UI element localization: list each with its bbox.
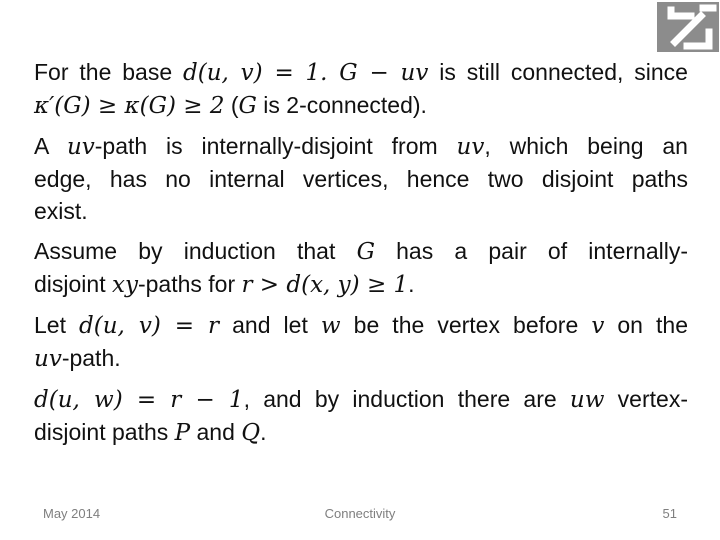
math-expression: P	[174, 420, 191, 446]
text-segment: and	[190, 419, 242, 445]
paragraph	[34, 56, 688, 122]
math-expression: G	[238, 93, 257, 119]
text-segment: -path.	[61, 345, 121, 371]
text-line	[34, 56, 688, 89]
text-segment: disjoint paths	[34, 419, 175, 445]
text-segment: , which being an	[484, 133, 688, 159]
text-segment: -path is internally-disjoint from	[94, 133, 457, 159]
math-expression: w	[320, 313, 341, 339]
text-line	[34, 268, 688, 301]
math-expression: d(u, v) = r	[79, 313, 220, 339]
math-expression: d(u, w) = r − 1	[34, 387, 244, 413]
math-expression: r > d(x, y) ≥ 1	[241, 272, 409, 298]
text-segment: Assume by induction that	[34, 238, 357, 264]
text-line	[34, 195, 688, 227]
math-expression: xy	[111, 272, 138, 298]
math-expression: G	[356, 239, 375, 265]
math-expression: d(u, v) = 1. G − uv	[183, 60, 429, 86]
math-expression: κ′(G) ≥ κ(G) ≥ 2	[34, 93, 225, 119]
paragraph	[34, 235, 688, 301]
text-line	[34, 342, 688, 375]
text-segment: exist.	[34, 198, 88, 224]
text-segment: Let	[34, 312, 80, 338]
text-line	[34, 383, 688, 416]
text-segment: has a pair of internally-	[374, 238, 688, 264]
slide-body	[34, 56, 688, 457]
text-segment: -paths for	[137, 271, 242, 297]
text-segment: disjoint	[34, 271, 112, 297]
text-segment: A	[34, 133, 67, 159]
text-line	[34, 309, 688, 342]
paragraph	[34, 130, 688, 227]
text-line	[34, 89, 688, 122]
math-expression: uv	[34, 346, 62, 372]
math-expression: uv	[66, 134, 95, 160]
math-expression: Q	[241, 420, 261, 446]
math-expression: uv	[456, 134, 485, 160]
text-segment: For the base	[34, 59, 184, 85]
text-segment: is still connected, since	[428, 59, 688, 85]
text-line	[34, 416, 688, 449]
math-expression: v	[591, 313, 605, 339]
text-segment: edge, has no internal vertices, hence two disjoint paths	[34, 166, 688, 192]
text-segment: .	[408, 271, 415, 297]
text-segment: is 2-connected).	[256, 92, 427, 118]
text-line	[34, 163, 688, 195]
footer-page-number: 51	[662, 506, 677, 521]
logo-glyph	[657, 2, 719, 52]
text-segment: vertex-	[604, 386, 688, 412]
footer-title: Connectivity	[324, 506, 396, 521]
text-line	[34, 235, 688, 268]
university-logo-icon	[657, 2, 719, 52]
text-segment: be the vertex before	[340, 312, 592, 338]
paragraph	[34, 383, 688, 449]
text-segment: and let	[219, 312, 321, 338]
text-line	[34, 130, 688, 163]
paragraph	[34, 309, 688, 375]
text-segment: (	[224, 92, 239, 118]
text-segment: .	[260, 419, 267, 445]
text-segment: on the	[604, 312, 688, 338]
math-expression: uw	[569, 387, 605, 413]
footer-date: May 2014	[43, 506, 101, 521]
text-segment: , and by induction there are	[243, 386, 570, 412]
